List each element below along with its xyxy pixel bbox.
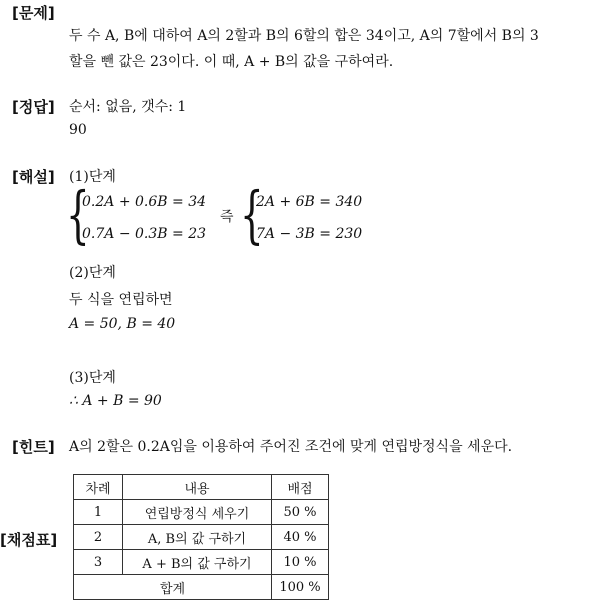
header-points: 배점 — [272, 475, 329, 500]
answer-value: 90 — [69, 122, 87, 138]
hint-text: A의 2할은 0.2A임을 이용하여 주어진 조건에 맞게 연립방정식을 세운다. — [69, 439, 513, 455]
problem-label: [문제] — [12, 4, 55, 22]
total-points: 100 % — [272, 575, 329, 600]
row-content: A, B의 값 구하기 — [123, 525, 272, 550]
left-brace-1: { — [66, 178, 90, 251]
system2-equation-1: 2A + 6B = 340 — [256, 194, 363, 210]
solution-step-1: (1)단계 — [69, 169, 116, 185]
row-points: 40 % — [272, 525, 329, 550]
answer-label: [정답] — [12, 98, 55, 116]
system1-equation-2: 0.7A − 0.3B = 23 — [82, 226, 207, 242]
solution-label: [해설] — [12, 168, 55, 186]
left-brace-2: { — [240, 178, 264, 251]
system2-equation-2: 7A − 3B = 230 — [256, 226, 363, 242]
table-row — [74, 550, 329, 575]
solution-step-3: (3)단계 — [69, 370, 116, 386]
solution-step-2-result: A = 50, B = 40 — [69, 316, 176, 332]
scoring-label: [채점표] — [0, 531, 58, 549]
table-row — [74, 500, 329, 525]
row-order: 1 — [74, 500, 123, 525]
table-row — [74, 525, 329, 550]
row-points: 50 % — [272, 500, 329, 525]
row-content: A + B의 값 구하기 — [123, 550, 272, 575]
table-total-row — [74, 575, 329, 600]
table-header-row — [74, 475, 329, 500]
row-order: 3 — [74, 550, 123, 575]
problem-line-1: 두 수 A, B에 대하여 A의 2할과 B의 6할의 합은 34이고, A의 7할에서 B의 3 — [69, 28, 539, 44]
connector-text: 즉 — [220, 209, 234, 225]
header-order: 차례 — [74, 475, 123, 500]
solution-step-2-text: 두 식을 연립하면 — [69, 292, 173, 308]
header-content: 내용 — [123, 475, 272, 500]
row-order: 2 — [74, 525, 123, 550]
row-content: 연립방정식 세우기 — [123, 500, 272, 525]
system1-equation-1: 0.2A + 0.6B = 34 — [82, 194, 207, 210]
solution-step-3-result: ∴ A + B = 90 — [69, 393, 162, 409]
scoring-table — [73, 474, 329, 600]
row-points: 10 % — [272, 550, 329, 575]
solution-step-2: (2)단계 — [69, 265, 116, 281]
hint-label: [힌트] — [12, 438, 55, 456]
total-label: 합계 — [74, 575, 272, 600]
answer-meta: 순서: 없음, 갯수: 1 — [69, 99, 187, 115]
problem-line-2: 할을 뺀 값은 23이다. 이 때, A + B의 값을 구하여라. — [69, 54, 394, 70]
